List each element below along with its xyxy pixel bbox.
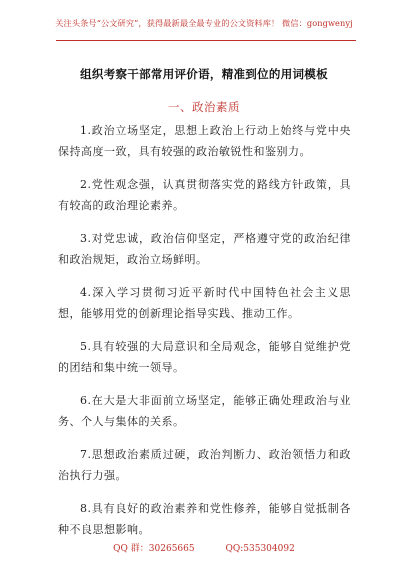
paragraph-1: 1.政治立场坚定，思想上政治上行动上始终与党中央保持高度一致，具有较强的政治敏锐性和鉴别力。 (58, 124, 351, 158)
header-banner: 关注头条号“公文研究”，获得最新最全最专业的公文资料库！ 微信：gongwenyj (55, 18, 353, 28)
footer-qq: QQ:535304092 (225, 544, 295, 554)
header-divider (56, 40, 356, 41)
paragraph-6: 6.在大是大非面前立场坚定，能够正确处理政治与业务、个人与集体的关系。 (58, 394, 351, 428)
paragraph-8: 8.具有良好的政治素养和党性修养，能够自觉抵制各种不良思想影响。 (58, 502, 351, 536)
paragraph-2: 2.党性观念强，认真贯彻落实党的路线方针政策，具有较高的政治理论素养。 (58, 178, 351, 212)
document-body (58, 120, 351, 552)
paragraph-3: 3.对党忠诚，政治信仰坚定，严格遵守党的政治纪律和政治规矩，政治立场鲜明。 (58, 232, 351, 266)
paragraph-4: 4.深入学习贯彻习近平新时代中国特色社会主义思想，能够用党的创新理论指导实践、推动工作。 (58, 286, 351, 320)
paragraph-5: 5.具有较强的大局意识和全局观念，能够自觉维护党的团结和集中统一领导。 (58, 340, 351, 374)
document-title: 组织考察干部常用评价语，精准到位的用词模板 (80, 67, 328, 81)
footer-contact (0, 541, 408, 554)
section-heading: 一、政治素质 (168, 100, 240, 114)
footer-qq-group: QQ 群：30265665 (113, 544, 195, 554)
paragraph-7: 7.思想政治素质过硬，政治判断力、政治领悟力和政治执行力强。 (58, 448, 351, 482)
